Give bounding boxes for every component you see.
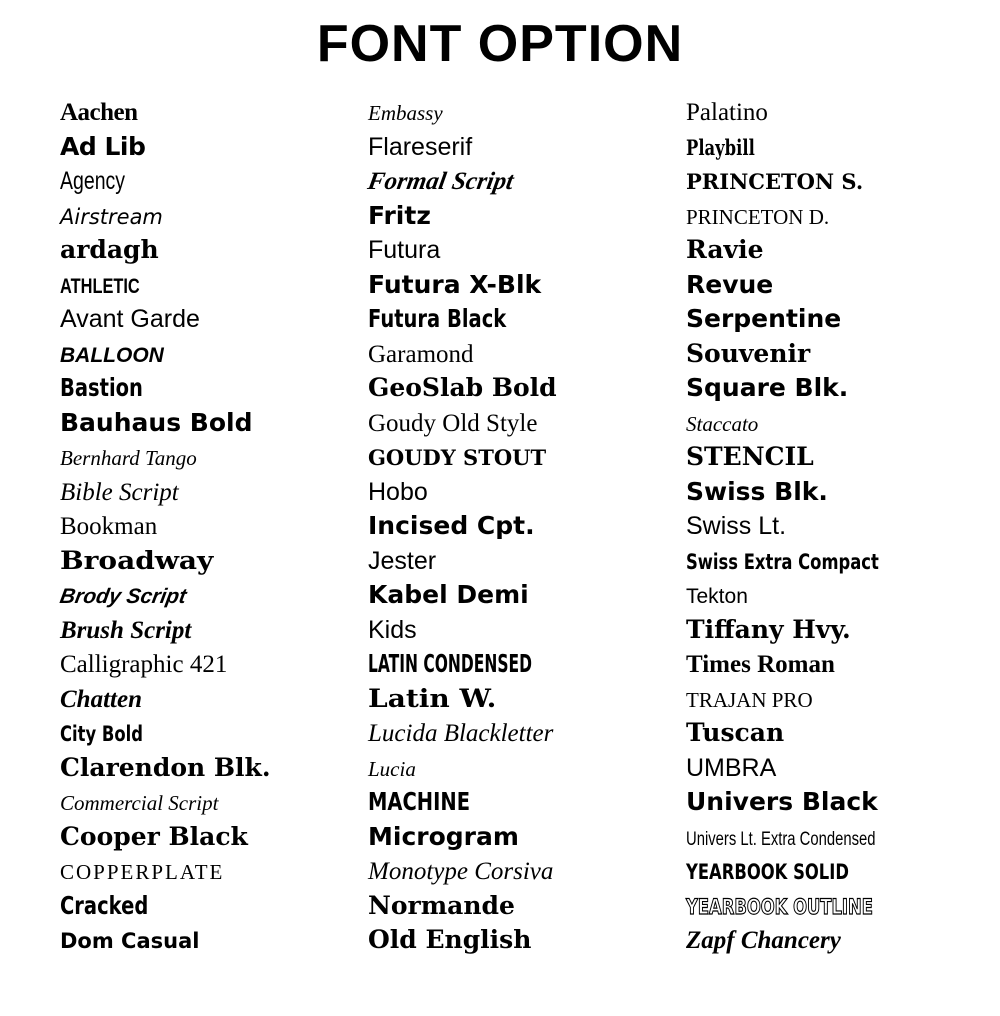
font-name-label: Old English xyxy=(368,925,532,955)
font-name-item xyxy=(686,544,976,579)
font-name-label: TRAJAN PRO xyxy=(686,687,813,712)
font-name-item xyxy=(686,613,976,648)
font-name-item xyxy=(686,406,976,441)
font-name-label: Bookman xyxy=(60,513,158,541)
font-name-item xyxy=(60,199,350,234)
font-name-label: Commercial Script xyxy=(60,791,219,816)
font-name-label: STENCIL xyxy=(686,442,814,472)
font-name-item xyxy=(368,95,668,130)
font-name-item xyxy=(686,268,976,303)
font-name-item xyxy=(368,371,668,406)
font-name-item xyxy=(60,406,350,441)
font-name-item xyxy=(60,440,350,475)
font-name-item xyxy=(60,95,350,130)
font-name-item xyxy=(686,95,976,130)
font-name-item xyxy=(686,475,976,510)
font-name-item xyxy=(60,130,350,165)
font-name-item xyxy=(368,716,668,751)
font-name-item xyxy=(368,302,668,337)
font-name-label: Lucida Blackletter xyxy=(368,720,554,748)
font-name-label: Tuscan xyxy=(686,718,785,748)
font-name-label: Futura xyxy=(368,236,441,265)
font-name-label: Bible Script xyxy=(60,478,179,506)
page-title: FONT OPTION xyxy=(316,15,684,73)
font-name-label: Bernhard Tango xyxy=(60,446,197,471)
font-columns xyxy=(0,81,1000,991)
font-name-item xyxy=(686,302,976,337)
font-name-item xyxy=(60,371,350,406)
font-name-item xyxy=(60,716,350,751)
font-name-item xyxy=(368,130,668,165)
font-name-label: ATHLETIC xyxy=(60,274,140,298)
font-name-label: Univers Lt. Extra Condensed xyxy=(686,828,876,850)
font-name-label: Lucia xyxy=(368,756,416,781)
font-name-label: Broadway xyxy=(60,545,214,575)
font-name-item xyxy=(686,785,976,820)
font-name-label: Brody Script xyxy=(58,585,189,609)
font-name-label: Tekton xyxy=(686,585,748,609)
font-column-1 xyxy=(60,95,350,991)
font-name-label: Ad Lib xyxy=(60,131,146,161)
font-name-item xyxy=(368,854,668,889)
font-name-label: Agency xyxy=(60,167,126,196)
font-name-item xyxy=(686,199,976,234)
font-name-item xyxy=(368,440,668,475)
font-column-3 xyxy=(686,95,976,991)
font-name-label: Clarendon Blk. xyxy=(60,752,271,782)
font-name-item xyxy=(686,233,976,268)
font-name-label: Hobo xyxy=(368,477,428,506)
font-specimen-page xyxy=(0,16,1000,1016)
font-name-label: Revue xyxy=(686,269,774,299)
font-name-item xyxy=(368,337,668,372)
font-name-label: GOUDY STOUT xyxy=(368,445,547,471)
font-name-item xyxy=(60,337,350,372)
font-name-item xyxy=(60,509,350,544)
font-name-label: Zapf Chancery xyxy=(686,927,841,955)
font-name-item xyxy=(368,199,668,234)
font-name-label: Normande xyxy=(368,890,515,920)
font-name-item xyxy=(686,164,976,199)
font-name-item xyxy=(686,889,976,924)
font-name-item xyxy=(686,751,976,786)
font-name-label: Flareserif xyxy=(368,132,473,161)
font-name-item xyxy=(368,233,668,268)
font-name-label: City Bold xyxy=(60,722,143,747)
font-name-label: Kabel Demi xyxy=(368,580,529,610)
font-name-item xyxy=(60,578,350,613)
font-name-label: Square Blk. xyxy=(686,373,849,403)
font-name-item xyxy=(368,406,668,441)
font-name-item xyxy=(686,923,976,958)
font-name-label: Cooper Black xyxy=(60,821,248,851)
font-name-item xyxy=(686,820,976,855)
font-name-item xyxy=(686,337,976,372)
font-name-label: Ravie xyxy=(686,235,764,265)
font-name-item xyxy=(686,371,976,406)
font-name-item xyxy=(60,164,350,199)
font-name-item xyxy=(60,233,350,268)
font-name-label: Embassy xyxy=(368,101,443,126)
font-name-label: Fritz xyxy=(368,200,431,230)
font-name-item xyxy=(60,682,350,717)
font-name-label: Latin W. xyxy=(368,683,497,713)
font-name-label: Staccato xyxy=(686,411,759,436)
font-name-label: Garamond xyxy=(368,340,474,368)
font-name-label: Dom Casual xyxy=(60,929,200,954)
font-name-item xyxy=(686,647,976,682)
font-name-label: Cracked xyxy=(60,890,149,920)
font-name-item xyxy=(60,302,350,337)
font-name-item xyxy=(368,785,668,820)
font-name-item xyxy=(686,509,976,544)
font-name-label: Formal Script xyxy=(365,168,516,196)
font-name-label: GeoSlab Bold xyxy=(368,373,557,403)
font-name-label: Monotype Corsiva xyxy=(368,858,554,886)
font-name-item xyxy=(368,820,668,855)
font-name-item xyxy=(60,889,350,924)
font-name-item xyxy=(60,613,350,648)
font-name-label: PRINCETON D. xyxy=(686,204,830,229)
font-name-label: MACHINE xyxy=(368,787,471,817)
font-name-item xyxy=(368,923,668,958)
font-name-label: Playbill xyxy=(686,134,755,160)
font-name-item xyxy=(368,613,668,648)
font-name-item xyxy=(686,716,976,751)
font-column-2 xyxy=(365,95,668,991)
font-name-item xyxy=(60,785,350,820)
font-name-label: Calligraphic 421 xyxy=(60,651,228,679)
font-name-label: Kids xyxy=(368,615,417,644)
font-name-item xyxy=(368,889,668,924)
font-name-item xyxy=(60,647,350,682)
font-name-item xyxy=(686,854,976,889)
font-name-label: Swiss Extra Compact xyxy=(686,549,879,574)
font-name-item xyxy=(686,130,976,165)
font-name-label: Jester xyxy=(368,546,437,575)
font-name-label: Chatten xyxy=(60,685,142,713)
font-name-label: Souvenir xyxy=(686,338,811,368)
font-name-label: Futura X-Blk xyxy=(368,269,542,299)
font-name-label: COPPERPLATE xyxy=(60,860,225,885)
font-name-item xyxy=(686,440,976,475)
font-name-label: Univers Black xyxy=(686,787,878,817)
font-name-item xyxy=(60,544,350,579)
font-name-label: Times Roman xyxy=(686,651,835,679)
font-name-label: BALLOON xyxy=(60,343,164,367)
font-name-label: YEARBOOK SOLID xyxy=(686,860,849,885)
font-name-item xyxy=(368,544,668,579)
font-name-label: Brush Script xyxy=(60,616,192,644)
font-name-item xyxy=(60,854,350,889)
font-name-item xyxy=(368,578,668,613)
font-name-item xyxy=(368,682,668,717)
font-name-label: Swiss Blk. xyxy=(686,476,828,506)
font-name-label: Swiss Lt. xyxy=(686,512,787,541)
font-name-label: LATIN CONDENSED xyxy=(368,649,532,679)
font-name-item xyxy=(60,820,350,855)
font-name-item xyxy=(60,475,350,510)
font-name-item xyxy=(686,578,976,613)
font-name-label: Airstream xyxy=(60,204,163,229)
font-name-item xyxy=(368,647,668,682)
font-name-label: Goudy Old Style xyxy=(368,409,538,437)
font-name-label: Avant Garde xyxy=(60,305,200,334)
font-name-label: Bastion xyxy=(60,373,143,403)
font-name-item xyxy=(368,751,668,786)
font-name-label: ardagh xyxy=(60,235,159,265)
font-name-label: Tiffany Hvy. xyxy=(686,614,851,644)
font-name-label: Aachen xyxy=(60,99,138,127)
font-name-label: UMBRA xyxy=(686,753,777,782)
font-name-label: Incised Cpt. xyxy=(368,511,535,541)
font-name-label: Microgram xyxy=(368,821,519,851)
font-name-item xyxy=(60,751,350,786)
font-name-label: Futura Black xyxy=(368,304,507,334)
font-name-item xyxy=(368,475,668,510)
font-name-item xyxy=(60,923,350,958)
font-name-item xyxy=(686,682,976,717)
font-name-item xyxy=(368,509,668,544)
font-name-label: Serpentine xyxy=(686,304,842,334)
font-name-label: PRINCETON S. xyxy=(686,169,864,195)
font-name-item xyxy=(365,164,668,199)
font-name-item xyxy=(368,268,668,303)
font-name-label: Palatino xyxy=(686,99,768,127)
font-name-label: YEARBOOK OUTLINE xyxy=(686,894,873,919)
font-name-item xyxy=(60,268,350,303)
font-name-label: Bauhaus Bold xyxy=(60,407,253,437)
